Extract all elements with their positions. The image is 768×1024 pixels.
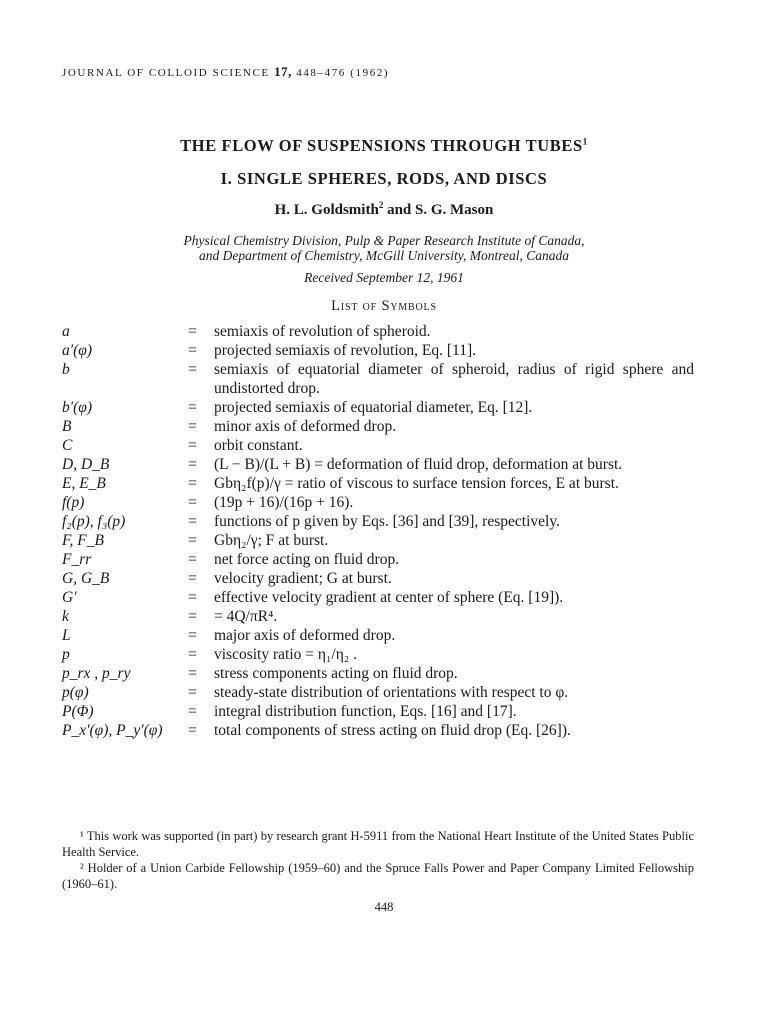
- equals-sign: =: [188, 551, 197, 568]
- symbol-definition: semiaxis of equatorial diameter of spheroid, radius of rigid sphere and undistorted drop.: [214, 361, 694, 397]
- page-number: 448: [374, 900, 394, 914]
- symbol-definition: total components of stress acting on fluid drop (Eq. [26]).: [214, 722, 571, 739]
- symbol-term: E, E_B: [62, 475, 106, 492]
- symbol-row: [62, 569, 694, 588]
- symbol-list: [62, 322, 694, 740]
- equals-sign: =: [188, 665, 197, 682]
- symbol-definition: (L − B)/(L + B) = deformation of fluid drop, deformation at burst.: [214, 456, 623, 473]
- symbol-row: [62, 645, 694, 664]
- symbol-term: G, G_B: [62, 570, 110, 587]
- journal-volume: 17,: [274, 64, 292, 79]
- symbol-row: [62, 341, 694, 360]
- symbol-term: k: [62, 608, 69, 625]
- symbol-row: [62, 455, 694, 474]
- symbol-term: P_x′(φ), P_y′(φ): [62, 722, 163, 739]
- equals-sign: =: [188, 437, 197, 454]
- symbol-row: [62, 493, 694, 512]
- affiliation-line-1: Physical Chemistry Division, Pulp & Paper Research Institute of Canada,: [183, 233, 585, 248]
- symbol-row: [62, 683, 694, 702]
- symbol-row: [62, 702, 694, 721]
- footnote-mark-1: 1: [582, 136, 588, 147]
- symbol-term: p(φ): [62, 684, 89, 701]
- symbol-definition: projected semiaxis of revolution, Eq. [11].: [214, 342, 476, 359]
- symbol-term: a: [62, 323, 70, 340]
- symbol-row: [62, 531, 694, 550]
- footnote-1: ¹ This work was supported (in part) by research grant H-5911 from the National Heart Institute of the United States Public Health Service.: [62, 829, 694, 859]
- symbol-definition: major axis of deformed drop.: [214, 627, 396, 644]
- paper-title: [0, 136, 768, 156]
- equals-sign: =: [188, 722, 197, 739]
- symbol-definition: = 4Q/πR⁴.: [214, 608, 278, 625]
- symbol-row: [62, 721, 694, 740]
- symbol-definition: projected semiaxis of equatorial diameter, Eq. [12].: [214, 399, 533, 416]
- symbol-term: D, D_B: [62, 456, 110, 473]
- equals-sign: =: [188, 399, 197, 416]
- paper-subtitle: I. SINGLE SPHERES, RODS, AND DISCS: [220, 169, 548, 188]
- symbol-term: f₂(p), f₃(p): [62, 513, 126, 530]
- equals-sign: =: [188, 513, 197, 530]
- author-1: H. L. Goldsmith: [274, 202, 379, 218]
- symbol-row: [62, 512, 694, 531]
- symbol-row: [62, 398, 694, 417]
- symbol-row: [62, 607, 694, 626]
- equals-sign: =: [188, 456, 197, 473]
- author-conjunction: and: [383, 202, 415, 218]
- equals-sign: =: [188, 342, 197, 359]
- symbol-term: a′(φ): [62, 342, 93, 359]
- symbol-row: [62, 436, 694, 455]
- affiliation-line-2: and Department of Chemistry, McGill University, Montreal, Canada: [199, 248, 569, 263]
- symbol-term: F, F_B: [62, 532, 104, 549]
- symbol-term: B: [62, 418, 72, 435]
- journal-pages: 448–476 (1962): [296, 67, 390, 79]
- symbol-definition: (19p + 16)/(16p + 16).: [214, 494, 354, 511]
- symbol-term: L: [62, 627, 71, 644]
- symbol-row: [62, 474, 694, 493]
- equals-sign: =: [188, 589, 197, 606]
- symbol-term: b: [62, 361, 70, 378]
- equals-sign: =: [188, 608, 197, 625]
- equals-sign: =: [188, 418, 197, 435]
- journal-header: [62, 64, 389, 80]
- symbol-term: G′: [62, 589, 77, 606]
- symbol-term: C: [62, 437, 73, 454]
- symbol-definition: velocity gradient; G at burst.: [214, 570, 392, 587]
- symbol-definition: integral distribution function, Eqs. [16] and [17].: [214, 703, 517, 720]
- equals-sign: =: [188, 494, 197, 511]
- footnote-mark-2: 2: [378, 200, 384, 210]
- symbol-row: [62, 322, 694, 341]
- equals-sign: =: [188, 627, 197, 644]
- symbol-row: [62, 360, 694, 398]
- symbol-term: b′(φ): [62, 399, 93, 416]
- footnote-2: ² Holder of a Union Carbide Fellowship (1959–60) and the Spruce Falls Power and Paper Company Limited Fellowship (1960–61).: [62, 861, 694, 891]
- paper-title-text: THE FLOW OF SUSPENSIONS THROUGH TUBES: [180, 136, 583, 155]
- symbol-row: [62, 417, 694, 436]
- equals-sign: =: [188, 684, 197, 701]
- symbol-term: f(p): [62, 494, 85, 511]
- symbol-row: [62, 626, 694, 645]
- symbol-definition: viscosity ratio = η₁/η₂ .: [214, 646, 357, 663]
- symbol-definition: semiaxis of revolution of spheroid.: [214, 323, 431, 340]
- equals-sign: =: [188, 532, 197, 549]
- symbol-definition: minor axis of deformed drop.: [214, 418, 397, 435]
- journal-name: JOURNAL OF COLLOID SCIENCE: [62, 67, 270, 79]
- symbol-definition: Gbη₂f(p)/γ = ratio of viscous to surface tension forces, E at burst.: [214, 475, 619, 492]
- symbol-term: P(Φ): [62, 703, 94, 720]
- equals-sign: =: [188, 361, 197, 378]
- symbol-term: F_rr: [62, 551, 92, 568]
- symbol-row: [62, 664, 694, 683]
- received-date: Received September 12, 1961: [304, 270, 464, 285]
- equals-sign: =: [188, 475, 197, 492]
- equals-sign: =: [188, 703, 197, 720]
- symbol-definition: Gbη₂/γ; F at burst.: [214, 532, 329, 549]
- list-of-symbols-heading: List of Symbols: [331, 298, 437, 314]
- equals-sign: =: [188, 646, 197, 663]
- symbol-term: p_rx , p_ry: [62, 665, 131, 682]
- symbol-definition: orbit constant.: [214, 437, 303, 454]
- symbol-definition: stress components acting on fluid drop.: [214, 665, 458, 682]
- equals-sign: =: [188, 570, 197, 587]
- symbol-definition: net force acting on fluid drop.: [214, 551, 400, 568]
- symbol-definition: effective velocity gradient at center of sphere (Eq. [19]).: [214, 589, 564, 606]
- symbol-definition: steady-state distribution of orientations with respect to φ.: [214, 684, 569, 701]
- symbol-definition: functions of p given by Eqs. [36] and [39], respectively.: [214, 513, 560, 530]
- equals-sign: =: [188, 323, 197, 340]
- symbol-term: p: [62, 646, 70, 663]
- symbol-row: [62, 550, 694, 569]
- author-2: S. G. Mason: [415, 202, 494, 218]
- symbol-row: [62, 588, 694, 607]
- author-line: [0, 202, 768, 219]
